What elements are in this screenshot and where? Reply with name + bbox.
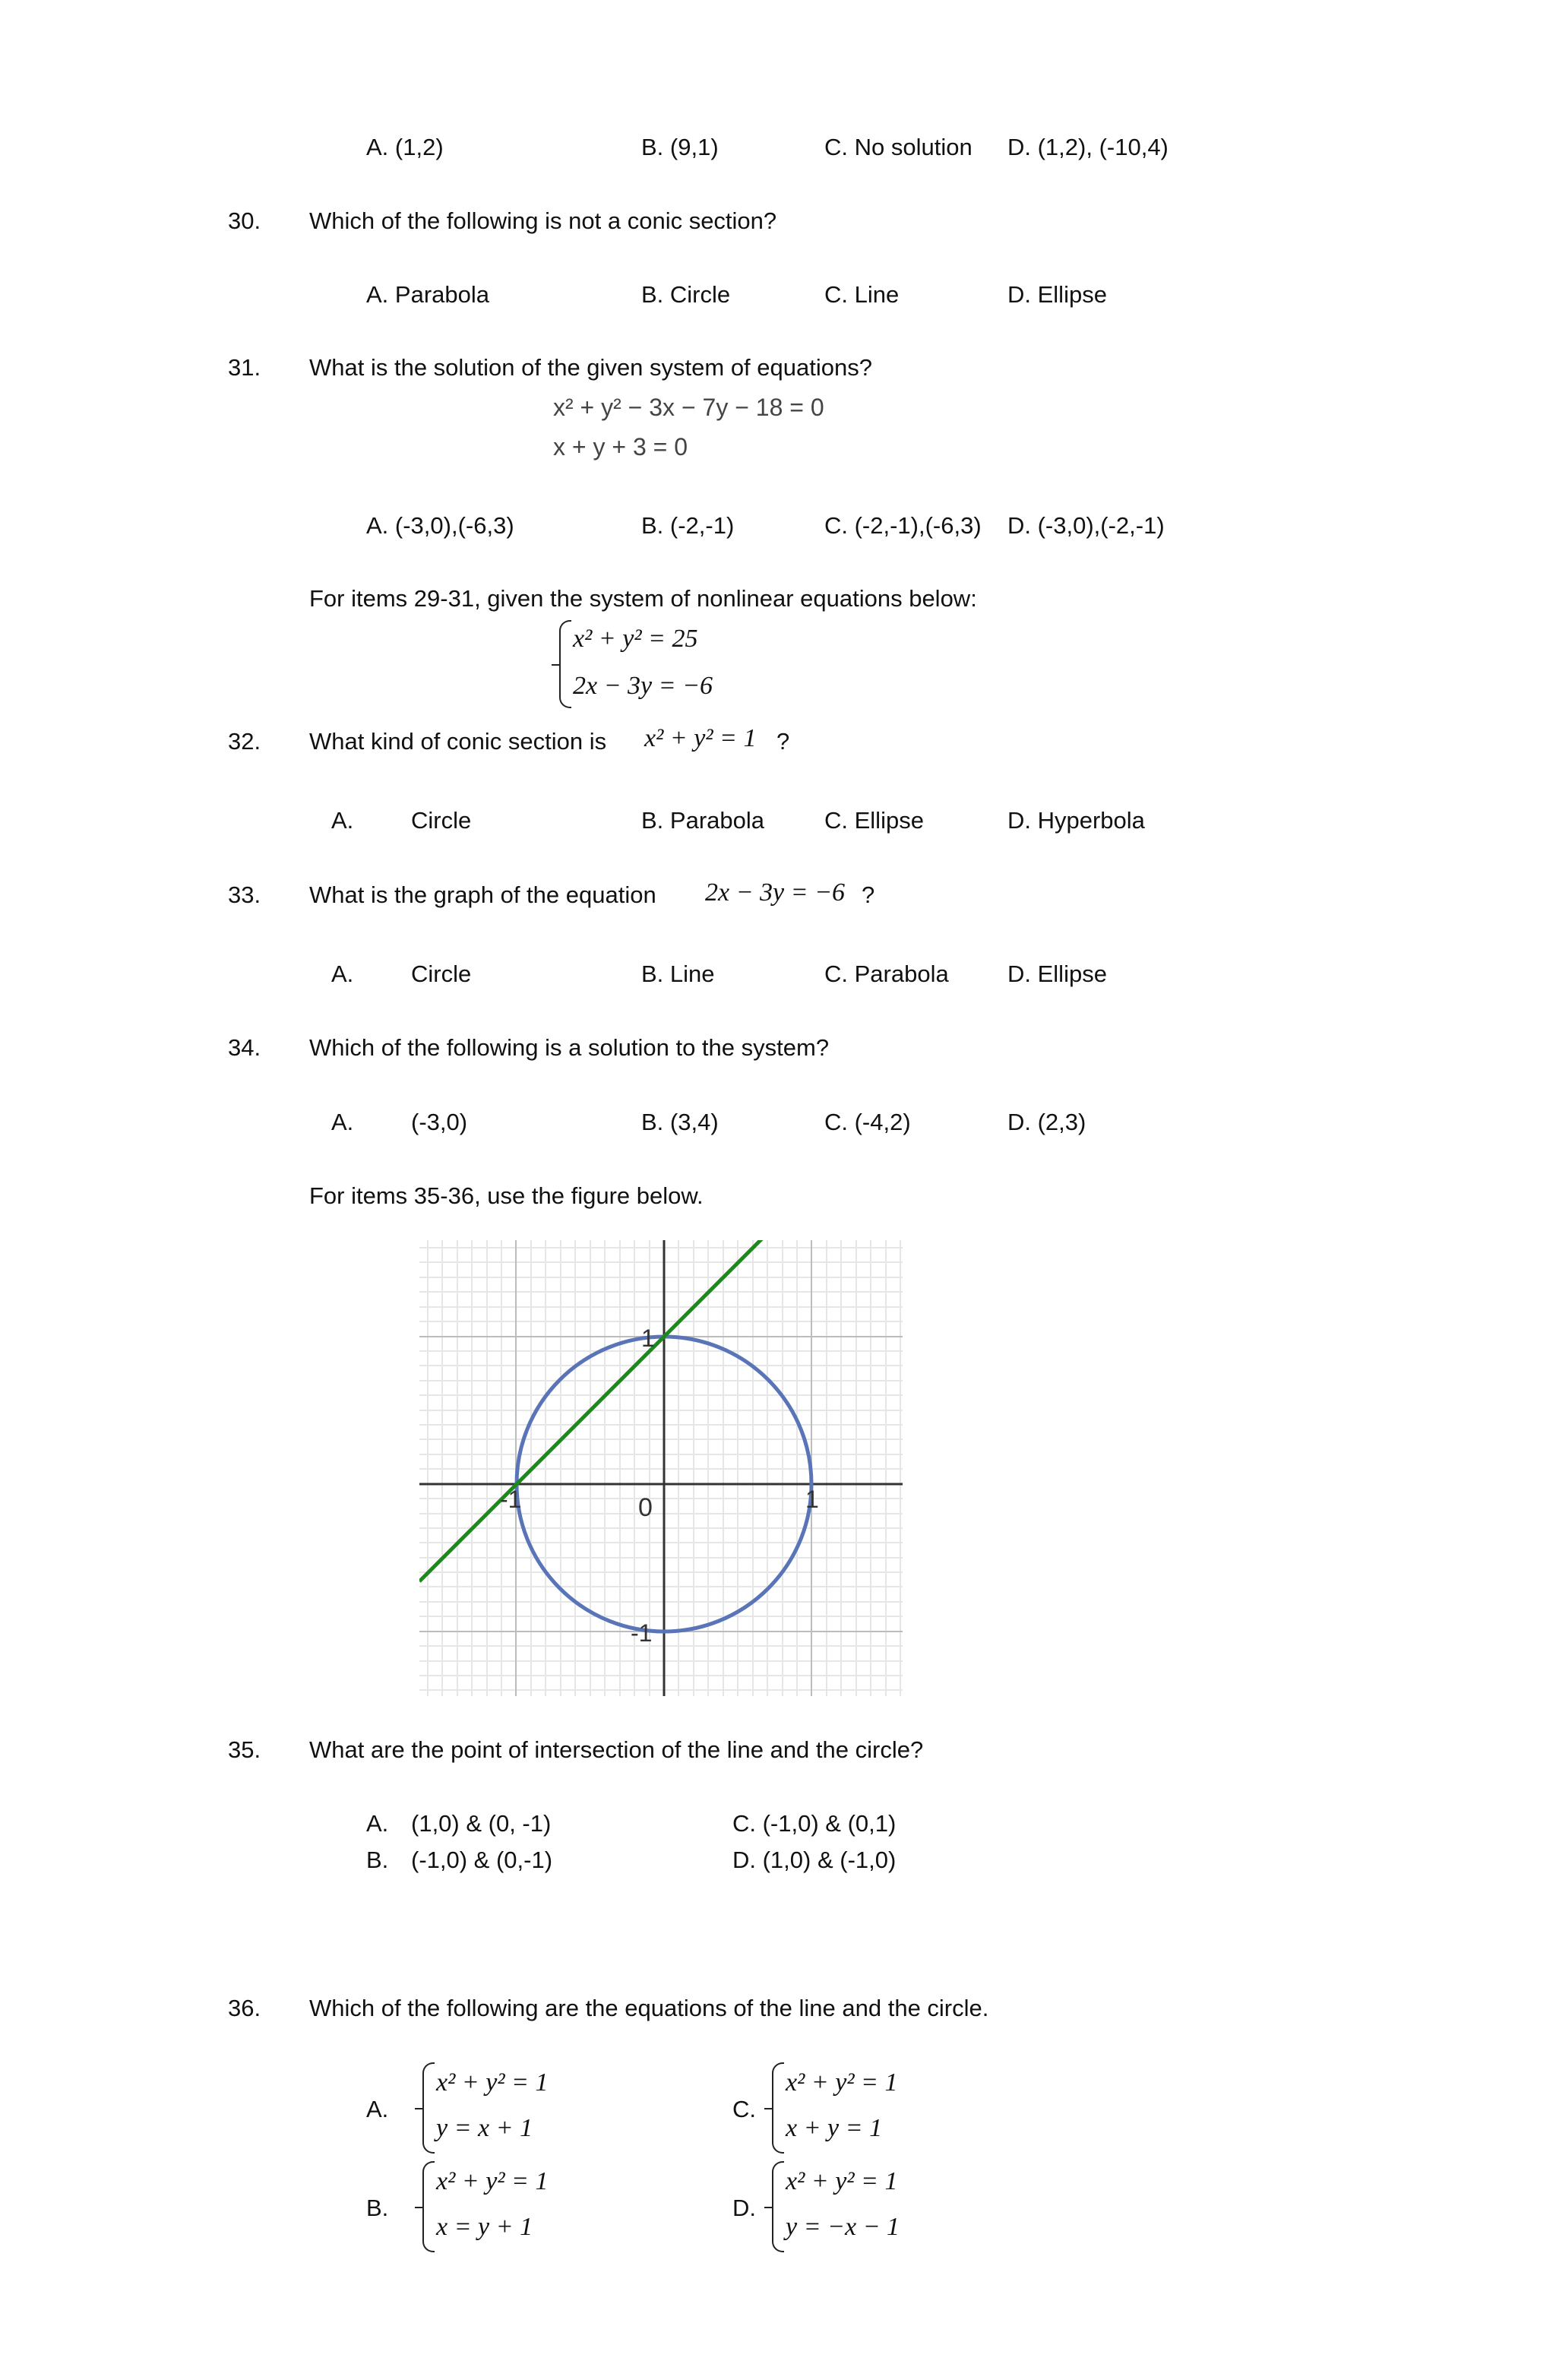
tick-label-neg1-y: -1 (631, 1619, 653, 1647)
system-equation-1: x² + y² = 1 (436, 2167, 549, 2195)
q36-choice-d-system (772, 2160, 924, 2254)
intro-29-31-system (559, 619, 742, 710)
q31-text: What is the solution of the given system of equations? (309, 354, 872, 381)
q32-equation: x² + y² = 1 (644, 724, 757, 752)
q36-choice-b-system (422, 2160, 574, 2254)
q33-choice-d: D. Ellipse (1007, 961, 1107, 987)
q34-choice-b: B. (3,4) (641, 1109, 719, 1135)
q36-number: 36. (228, 1995, 261, 2021)
q29-choice-d: D. (1,2), (-10,4) (1007, 134, 1169, 160)
q30-choice-c: C. Line (824, 281, 900, 308)
q31-choice-d: D. (-3,0),(-2,-1) (1007, 512, 1165, 539)
system-equation-1: x² + y² = 25 (573, 625, 698, 653)
q34-number: 34. (228, 1034, 261, 1061)
q36-choice-c-letter: C. (732, 2096, 756, 2122)
brace (772, 2062, 784, 2154)
q32-choice-a-letter: A. (331, 807, 354, 834)
tick-label-1-y: 1 (641, 1325, 655, 1352)
q35-choice-b: (-1,0) & (0,-1) (411, 1847, 553, 1873)
q30-choice-d: D. Ellipse (1007, 281, 1107, 308)
q32-choice-c: C. Ellipse (824, 807, 924, 834)
q34-text: Which of the following is a solution to the system? (309, 1034, 830, 1061)
brace (422, 2161, 435, 2252)
q32-text: What kind of conic section is (309, 728, 607, 755)
q36-choice-d-letter: D. (732, 2195, 756, 2221)
q30-choice-a: A. Parabola (366, 281, 489, 308)
system-equation-2: y = x + 1 (436, 2114, 533, 2142)
q30-text: Which of the following is not a conic section? (309, 207, 777, 234)
origin-label: 0 (638, 1493, 653, 1522)
q32-choice-d: D. Hyperbola (1007, 807, 1145, 834)
q36-choice-a-system (422, 2061, 574, 2155)
line-circle-graph (419, 1240, 903, 1696)
q35-choice-a-letter: A. (366, 1810, 389, 1837)
q36-choice-c-system (772, 2061, 924, 2155)
system-equation-2: x + y = 1 (786, 2114, 883, 2142)
q31-equation-1: x² + y² − 3x − 7y − 18 = 0 (553, 394, 824, 421)
q34-choice-a: (-3,0) (411, 1109, 468, 1135)
q29-choice-b: B. (9,1) (641, 134, 719, 160)
q31-equation-2: x + y + 3 = 0 (553, 433, 688, 460)
q31-choice-c: C. (-2,-1),(-6,3) (824, 512, 982, 539)
q32-number: 32. (228, 728, 261, 755)
system-equation-2: x = y + 1 (436, 2213, 533, 2241)
q35-text: What are the point of intersection of the line and the circle? (309, 1736, 924, 1763)
q29-choice-a: A. (1,2) (366, 134, 444, 160)
intro-35-36-text: For items 35-36, use the figure below. (309, 1182, 704, 1209)
q33-tail: ? (862, 881, 875, 908)
q35-choice-c: C. (-1,0) & (0,1) (732, 1810, 897, 1837)
q32-choice-a: Circle (411, 807, 472, 834)
q33-choice-a: Circle (411, 961, 472, 987)
q34-choice-c: C. (-4,2) (824, 1109, 911, 1135)
system-equation-1: x² + y² = 1 (786, 2167, 898, 2195)
system-equation-1: x² + y² = 1 (436, 2068, 549, 2097)
q35-choice-b-letter: B. (366, 1847, 389, 1873)
q33-choice-b: B. Line (641, 961, 715, 987)
q32-choice-b: B. Parabola (641, 807, 764, 834)
q33-choice-a-letter: A. (331, 961, 354, 987)
q35-choice-a: (1,0) & (0, -1) (411, 1810, 552, 1837)
q30-number: 30. (228, 207, 261, 234)
q32-tail: ? (776, 728, 790, 755)
system-equation-1: x² + y² = 1 (786, 2068, 898, 2097)
brace (559, 620, 571, 708)
q35-choice-d: D. (1,0) & (-1,0) (732, 1847, 897, 1873)
q29-choice-c: C. No solution (824, 134, 972, 160)
q31-choice-b: B. (-2,-1) (641, 512, 735, 539)
q33-text: What is the graph of the equation (309, 881, 656, 908)
q30-choice-b: B. Circle (641, 281, 731, 308)
q36-choice-a-letter: A. (366, 2096, 389, 2122)
q34-choice-a-letter: A. (331, 1109, 354, 1135)
brace (422, 2062, 435, 2154)
tick-label-neg1-x: -1 (500, 1486, 522, 1513)
q33-equation: 2x − 3y = −6 (705, 878, 846, 907)
q33-choice-c: C. Parabola (824, 961, 949, 987)
q31-number: 31. (228, 354, 261, 381)
intro-29-31-text: For items 29-31, given the system of nonlinear equations below: (309, 585, 977, 612)
q36-text: Which of the following are the equations of the line and the circle. (309, 1995, 989, 2021)
q36-choice-b-letter: B. (366, 2195, 389, 2221)
system-equation-2: y = −x − 1 (786, 2213, 900, 2241)
tick-label-1-x: 1 (805, 1486, 819, 1513)
minor-grid (419, 1240, 903, 1696)
q34-choice-d: D. (2,3) (1007, 1109, 1086, 1135)
brace (772, 2161, 784, 2252)
q35-number: 35. (228, 1736, 261, 1763)
q33-number: 33. (228, 881, 261, 908)
system-equation-2: 2x − 3y = −6 (573, 672, 713, 700)
q31-choice-a: A. (-3,0),(-6,3) (366, 512, 514, 539)
